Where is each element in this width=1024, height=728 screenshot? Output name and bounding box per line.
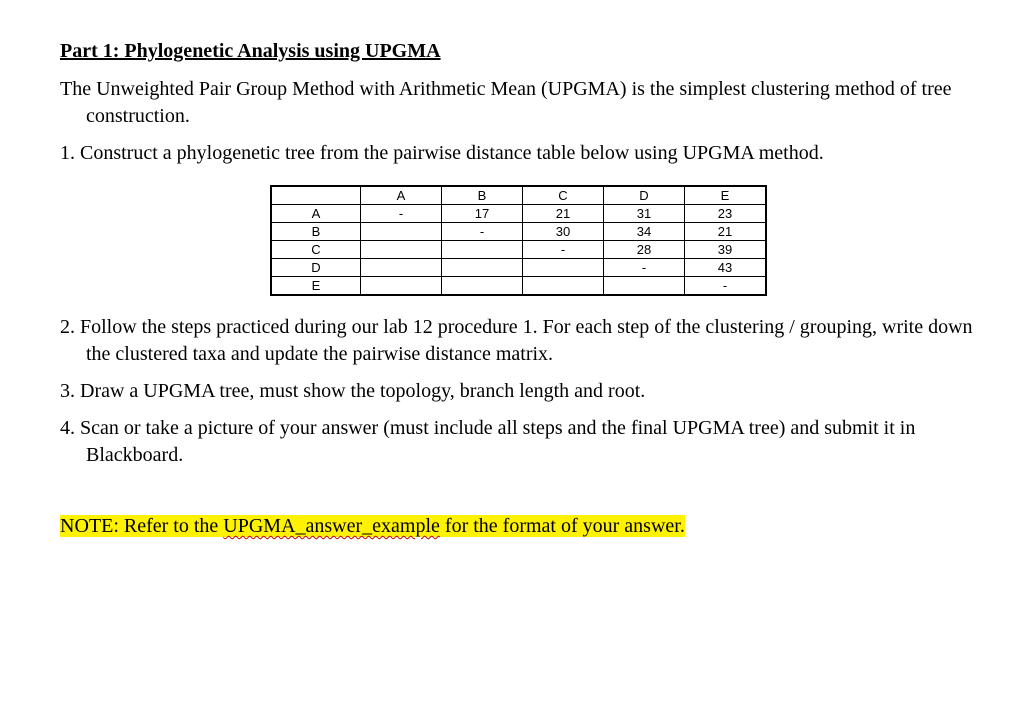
intro-paragraph: The Unweighted Pair Group Method with Arithmetic Mean (UPGMA) is the simplest clustering method of tree construction. <box>60 78 952 127</box>
answer-example-link[interactable]: UPGMA_answer_example <box>223 515 440 537</box>
table-cell <box>361 277 442 296</box>
table-corner <box>271 186 361 205</box>
table-row <box>271 223 766 241</box>
note-prefix: NOTE: Refer to the <box>60 515 224 537</box>
table-cell: 31 <box>604 205 685 223</box>
row-label-a: A <box>271 205 361 223</box>
table-cell: 43 <box>685 259 767 277</box>
table-row <box>271 259 766 277</box>
table-cell <box>523 277 604 296</box>
step-3: 3. Draw a UPGMA tree, must show the topology, branch length and root. <box>60 380 646 402</box>
table-cell: 23 <box>685 205 767 223</box>
table-cell <box>361 259 442 277</box>
table-cell: 34 <box>604 223 685 241</box>
table-cell <box>523 259 604 277</box>
table-row <box>271 277 766 296</box>
table-header-row <box>271 186 766 205</box>
table-cell: 17 <box>442 205 523 223</box>
distance-table-wrap <box>270 185 990 296</box>
table-cell: 39 <box>685 241 767 259</box>
table-cell: 30 <box>523 223 604 241</box>
table-cell: - <box>604 259 685 277</box>
row-label-d: D <box>271 259 361 277</box>
table-row <box>271 205 766 223</box>
step-2: 2. Follow the steps practiced during our lab 12 procedure 1. For each step of the clustering / grouping, write down the clustered taxa and update the pairwise distance matrix. <box>60 316 973 365</box>
row-label-b: B <box>271 223 361 241</box>
col-header-e: E <box>685 186 767 205</box>
table-row <box>271 241 766 259</box>
col-header-b: B <box>442 186 523 205</box>
distance-table <box>270 185 767 296</box>
row-label-e: E <box>271 277 361 296</box>
note-paragraph <box>60 513 990 540</box>
table-cell: - <box>523 241 604 259</box>
table-cell <box>604 277 685 296</box>
table-cell: 21 <box>523 205 604 223</box>
table-cell <box>442 277 523 296</box>
col-header-d: D <box>604 186 685 205</box>
table-cell <box>442 259 523 277</box>
table-cell <box>442 241 523 259</box>
table-cell <box>361 241 442 259</box>
note-highlight <box>60 515 685 537</box>
col-header-a: A <box>361 186 442 205</box>
document-body <box>60 38 990 540</box>
note-suffix: for the format of your answer. <box>439 515 685 537</box>
table-cell: - <box>361 205 442 223</box>
table-cell <box>361 223 442 241</box>
step-4: 4. Scan or take a picture of your answer (must include all steps and the final UPGMA tree) and submit it in Blackboard. <box>60 417 916 466</box>
table-cell: 21 <box>685 223 767 241</box>
col-header-c: C <box>523 186 604 205</box>
table-cell: - <box>685 277 767 296</box>
section-heading: Part 1: Phylogenetic Analysis using UPGMA <box>60 40 441 62</box>
table-cell: 28 <box>604 241 685 259</box>
step-1: 1. Construct a phylogenetic tree from the pairwise distance table below using UPGMA method. <box>60 142 824 164</box>
table-cell: - <box>442 223 523 241</box>
row-label-c: C <box>271 241 361 259</box>
